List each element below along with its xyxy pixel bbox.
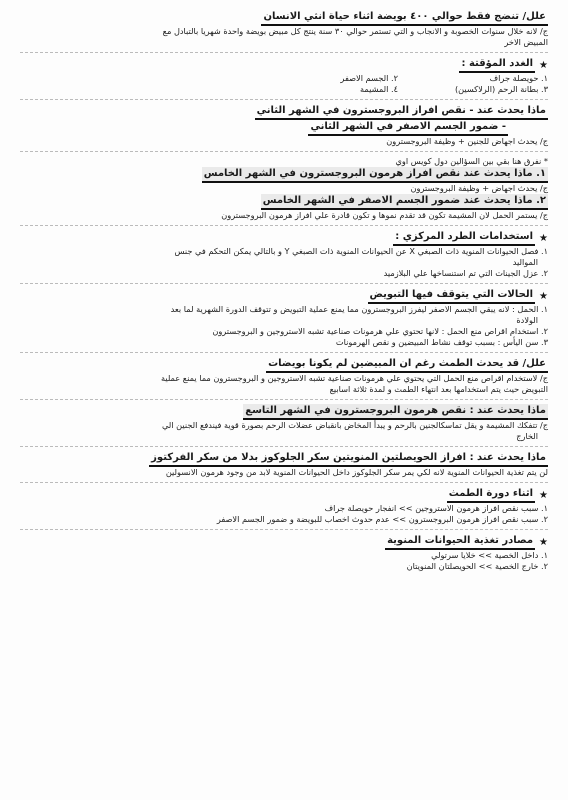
divider: [20, 225, 548, 227]
question-title: [20, 104, 548, 120]
list-item: ٢. سبب نقص افراز هرمون البروجسترون >> عدم حدوث اخصاب للبويضة و ضمور الجسم الاصفر: [216, 514, 548, 524]
question-title-text: ماذا يحدث عند : نقص هرمون البروجسترون في الشهر التاسع: [243, 404, 548, 420]
list-item: ٢. عزل الجينات التي تم استنساخها علي البلازميد: [383, 268, 548, 278]
glands-row: [20, 84, 548, 95]
divider: [20, 99, 548, 101]
section-title-text: استخدامات الطرد المركزي :: [393, 230, 535, 246]
list-item: ٢. خارج الخصية >> الحويصلتان المنويتان: [406, 561, 548, 571]
list-item: ١. داخل الخصية >> خلايا سرتولي: [431, 550, 548, 560]
section-title-text: اثناء دورة الطمث: [447, 487, 535, 503]
section-menstrual-cycle: [20, 487, 548, 525]
divider: [20, 283, 548, 285]
divider: [20, 482, 548, 484]
answer-line: ج/ يحدث اجهاض للجنين + وظيفة البروجسترون: [386, 136, 548, 146]
question-title: [20, 404, 548, 420]
section-why-400-eggs: [20, 10, 548, 48]
question-title: [20, 167, 548, 183]
section-title-text: الحالات التي يتوقف فيها التبويض: [368, 288, 536, 304]
question-title-text: ٢. ماذا يحدث عند ضمور الجسم الاصفر في الشهر الخامس: [261, 194, 548, 210]
answer-line: المبيض الاخر: [504, 37, 548, 47]
list-item: ١. الحمل : لانه يبقي الجسم الاصفر ليفرز البروجسترون مما يمنع عملية التبويض و تتوقف الدورة الشهرية لما بعد: [170, 304, 548, 314]
section-centrifuge-uses: [20, 230, 548, 279]
question-title-text: ماذا يحدث عند : افراز الحويصلتين المنويتين سكر الجلوكوز بدلا من سكر الفركتوز: [149, 451, 548, 467]
section-temporary-glands: [20, 57, 548, 95]
section-sperm-nutrition-sources: [20, 534, 548, 572]
question-subtitle: [20, 120, 548, 136]
answer-line: الخارج: [516, 431, 538, 441]
star-bullet-icon: ★: [539, 489, 548, 501]
divider: [20, 352, 548, 354]
question-title: [20, 357, 548, 373]
section-title-text: الغدد المؤقتة :: [459, 57, 535, 73]
section-title: [20, 288, 548, 304]
answer-line: ج/ لاستخدام اقراص منع الحمل التي يحتوي علي هرمونات صناعية تشبه الاستروجين و البروجسترون مما يمنع عملية: [160, 373, 548, 383]
answer-line: لن يتم تغذية الحيوانات المنوية لانه لكي يمر سكر الجلوكوز داخل الحيوانات المنوية لابد من وجود هرمون الانسولين: [165, 467, 548, 477]
question-title-text: علل/ قد يحدث الطمث رغم ان المبيضين لم يكونا بويضات: [266, 357, 548, 373]
section-title: [20, 57, 548, 73]
question-title: [20, 10, 548, 26]
star-bullet-icon: ★: [539, 290, 548, 302]
answer-line: ج/ تتفكك المشيمة و يقل تماسكالجنين بالرحم و يبدأ المخاض بانقباض عضلات الرحم بصورة قوية فيندفع الجنين الي: [161, 420, 548, 430]
answer-line: ج/ يستمر الحمل لان المشيمة تكون قد تقدم نموها و تكون قادرة علي افراز هرمون البروجسترون: [221, 210, 548, 220]
list-item: ٣. بطانة الرحم (الرلاكسين): [454, 84, 548, 94]
question-title: [20, 451, 548, 467]
answer-line: ج/ لانه خلال سنوات الخصوبة و الانجاب و التي تستمر حوالي ٣٠ سنة ينتج كل مبيض بويضة واحدة شهريا بالتبادل مع: [162, 26, 548, 36]
list-item: ١. فصل الحيوانات المنوية ذات الصبغي X عن الحيوانات المنوية ذات الصبغي Y و بالتالي يمكن التحكم في جنس: [174, 246, 548, 256]
section-title-text: مصادر تغذية الحيوانات المنوية: [385, 534, 535, 550]
note-line: * نفرق هنا بقي بين السؤالين دول كويس اوي: [395, 156, 548, 166]
list-item: ١. حويصلة جراف: [489, 73, 548, 83]
list-item: ٤. المشيمة: [359, 84, 398, 94]
section-progesterone-month-two: [20, 104, 548, 147]
divider: [20, 151, 548, 153]
divider: [20, 446, 548, 448]
answer-line: التبويض حيث يتم استخدامها بعد انتهاء الطمث و لمدة ثلاثة اسابيع: [329, 384, 548, 394]
question-title-text: علل/ تنضج فقط حوالي ٤٠٠ بويضة اثناء حياة انثي الانسان: [261, 10, 548, 26]
divider: [20, 399, 548, 401]
glands-row: [20, 73, 548, 84]
section-title: [20, 487, 548, 503]
question-title-text: ماذا يحدث عند - نقص افراز البروجسترون في الشهر الثاني: [255, 104, 548, 120]
answer-line: ج/ يحدث اجهاض + وظيفة البروجسترون: [410, 183, 548, 193]
divider: [20, 529, 548, 531]
question-title-text: ١. ماذا يحدث عند نقص افراز هرمون البروجسترون في الشهر الخامس: [202, 167, 548, 183]
star-bullet-icon: ★: [539, 536, 548, 548]
star-bullet-icon: ★: [539, 232, 548, 244]
section-menstruation-without-eggs: [20, 357, 548, 395]
list-item: ٢. الجسم الاصفر: [340, 73, 398, 83]
divider: [20, 52, 548, 54]
section-glucose-instead-of-fructose: [20, 451, 548, 478]
list-item: ١. سبب نقص افراز هرمون الاستروجين >> انفجار حويصلة جراف: [324, 503, 548, 513]
question-subtitle-text: - ضمور الجسم الاصفر في الشهر الثاني: [308, 120, 508, 136]
section-title: [20, 230, 548, 246]
question-title: [20, 194, 548, 210]
list-item: ٢. استخدام اقراص منع الحمل : لانها تحتوي علي هرمونات صناعية تشبه الاستروجين و البروجسترون: [212, 326, 548, 336]
section-ovulation-stops: [20, 288, 548, 348]
star-bullet-icon: ★: [539, 59, 548, 71]
section-title: [20, 534, 548, 550]
section-progesterone-month-nine: [20, 404, 548, 442]
list-item-continued: المواليد: [512, 257, 538, 267]
section-month-five: [20, 156, 548, 221]
list-item: ٣. سن اليأس : بسبب توقف نشاط المبيضين و نقص الهرمونات: [335, 337, 548, 347]
list-item-continued: الولادة: [516, 315, 538, 325]
